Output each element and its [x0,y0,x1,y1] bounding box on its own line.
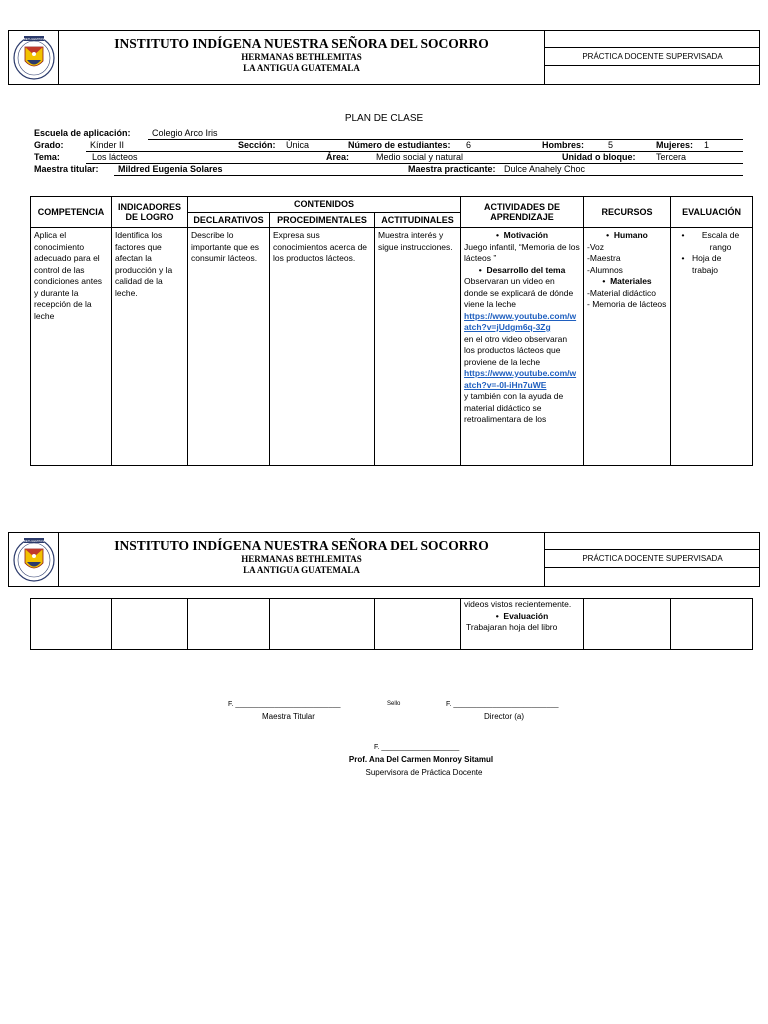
signature-line-supervisor: F. ____________________ [374,744,460,751]
continuation-text: videos vistos recientemente. [464,599,572,609]
recurso-item: -Alumnos [587,264,623,275]
lesson-plan-table-continued [30,598,753,650]
practice-label: PRÁCTICA DOCENTE SUPERVISADA [545,550,760,568]
unit-value: Tercera [656,152,687,162]
institute-title: INSTITUTO INDÍGENA NUESTRA SEÑORA DEL SOCORRO [114,36,489,51]
grade-value: Kínder II [90,140,125,150]
cell-procedimentales: Expresa sus conocimientos acerca de los productos lácteos. [270,228,375,466]
unit-label: Unidad o bloque: [562,152,636,162]
header-contenidos: CONTENIDOS [188,197,461,213]
page-header-2 [8,532,760,587]
school-label: Escuela de aplicación: [34,128,131,138]
video-link-2[interactable]: https://www.youtube.com/watch?v=-0I-iHn7uWE [464,368,577,390]
area-label: Área: [326,152,350,162]
logo-cell [9,533,59,586]
institute-title: INSTITUTO INDÍGENA NUESTRA SEÑORA DEL SOCORRO [114,538,489,553]
institute-location: LA ANTIGUA GUATEMALA [243,565,360,575]
women-label: Mujeres: [656,140,694,150]
humano-heading: Humano [613,230,648,240]
men-value: 5 [608,140,614,150]
motivacion-heading: Motivación [503,230,549,240]
logo-cell [9,31,59,84]
cell-actividades-cont: videos vistos recientemente. • Evaluación Trabajaran hoja del libro [461,599,584,650]
header-indicadores: INDICADORES DE LOGRO [112,197,188,228]
header-actividades: ACTIVIDADES DE APRENDIZAJE [461,197,584,228]
recurso-item: -Maestra [587,253,621,263]
header-titles [59,533,544,586]
grade-label: Grado: [34,140,64,150]
supervisor-name: Prof. Ana Del Carmen Monroy Sitamul [348,755,494,764]
svg-text:BETHLEMITAS: BETHLEMITAS [23,539,45,543]
practice-label: PRÁCTICA DOCENTE SUPERVISADA [545,48,760,66]
plan-title: PLAN DE CLASE [344,113,424,124]
signature-label-titular: Maestra Titular [262,712,315,721]
evaluacion-text: Trabajaran hoja del libro [466,622,558,632]
institute-location: LA ANTIGUA GUATEMALA [243,63,360,73]
header-competencia: COMPETENCIA [31,197,112,228]
desarrollo-text-1: Observaran un video en donde se explicará de dónde viene la leche [464,276,574,309]
students-label: Número de estudiantes: [348,140,451,150]
header-procedimentales: PROCEDIMENTALES [270,212,375,228]
cell-competencia: Aplica el conocimiento adecuado para el control de las condiciones antes y durante la recepción de la leche [31,228,112,466]
evaluacion-heading: Evaluación [503,610,549,621]
institute-subtitle: HERMANAS BETHLEMITAS [241,52,362,62]
recurso-item: -Voz [587,241,605,252]
section-value: Única [286,140,310,150]
practicing-label: Maestra practicante: [408,164,496,174]
supervisor-role: Supervisora de Práctica Docente [365,768,483,777]
institute-subtitle: HERMANAS BETHLEMITAS [241,554,362,564]
header-right [544,533,760,586]
evaluacion-item: Escala de rango [701,230,740,252]
cell-actividades: • Motivación Juego infantil, “Memoria de los lácteos ” • Desarrollo del tema Observaran un video en donde se explicará de dónde viene la leche https://www.youtube.com/watch?v=jUdgm6q-3Zg en el otro video observaran los productos lácteos que proviene de la leche https://www.youtube.com/watch?v=-0I-iHn7uWE y también con la ayuda de material didáctico se retroalimentara de los [461,228,584,466]
header-actitudinales: ACTITUDINALES [375,212,461,228]
section-label: Sección: [238,140,276,150]
school-logo [12,33,56,81]
desarrollo-heading: Desarrollo del tema [486,264,566,275]
seal-label: Sello [387,701,401,707]
teacher-value: Mildred Eugenia Solares [118,164,223,174]
signature-line-titular: F. ___________________________ [228,701,341,708]
cell-recursos: • Humano -Voz -Maestra -Alumnos • Materiales -Material didáctico - Memoria de lácteos [584,228,671,466]
page-header [8,30,760,85]
cell-indicadores: Identifica los factores que afectan la producción y la calidad de la leche. [112,228,188,466]
svg-text:BETHLEMITAS: BETHLEMITAS [23,37,45,41]
lesson-plan-table [30,196,753,466]
header-right [544,31,760,84]
desarrollo-text-3: y también con la ayuda de material didáctico se retroalimentara de los [464,391,564,424]
practicing-value: Dulce Anahely Choc [504,164,586,174]
teacher-label: Maestra titular: [34,164,99,174]
cell-actitudinales: Muestra interés y sigue instrucciones. [375,228,461,466]
header-recursos: RECURSOS [584,197,671,228]
cell-evaluacion: • Escala de rango • Hoja de trabajo [671,228,753,466]
cell-declarativos: Describe lo importante que es consumir lácteos. [188,228,270,466]
students-value: 6 [466,140,472,150]
motivacion-text: Juego infantil, “Memoria de los lácteos ” [464,241,580,263]
recurso-item: -Material didáctico [587,287,657,298]
topic-value: Los lácteos [92,152,138,162]
signature-line-director: F. ___________________________ [446,701,559,708]
evaluacion-item: Hoja de trabajo [692,253,722,275]
topic-label: Tema: [34,152,60,162]
video-link-1[interactable]: https://www.youtube.com/watch?v=jUdgm6q-3Zg [464,310,577,332]
materiales-heading: Materiales [610,276,652,286]
signature-label-director: Director (a) [484,712,525,721]
area-value: Medio social y natural [376,152,464,162]
men-label: Hombres: [542,140,585,150]
recurso-item: - Memoria de lácteos [587,299,667,309]
desarrollo-text-2: en el otro video observaran los productos lácteos que proviene de la leche [464,333,568,367]
header-evaluacion: EVALUACIÓN [671,197,753,228]
header-declarativos: DECLARATIVOS [188,212,270,228]
school-value: Colegio Arco Iris [152,128,218,138]
header-titles [59,31,544,84]
women-value: 1 [704,140,710,150]
school-logo [12,535,56,583]
